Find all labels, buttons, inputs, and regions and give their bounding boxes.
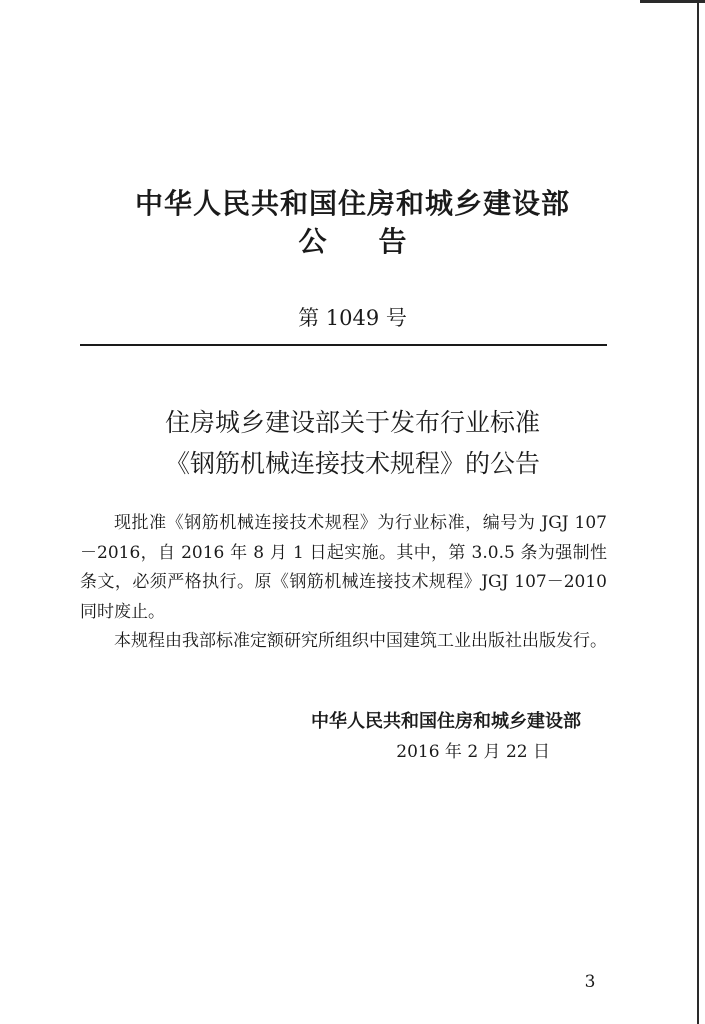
signature-date: 2016 年 2 月 22 日 <box>396 742 550 762</box>
body-paragraph-1: 现批准《钢筋机械连接技术规程》为行业标准，编号为 JGJ 107－2016，自 2016 年 8 月 1 日起实施。其中，第 3.0.5 条为强制性条文，必须严格执行。原《钢筋机械连接技术规程》JGJ 107－2010 同时废止。 <box>80 513 607 622</box>
divider-rule <box>80 344 607 346</box>
announcement-title-line-2: 《钢筋机械连接技术规程》的公告 <box>164 449 540 478</box>
notice-heading <box>0 224 705 260</box>
announcement-title-line-1: 住房城乡建设部关于发布行业标准 <box>164 408 540 437</box>
announcement-body <box>80 509 607 657</box>
body-paragraph-2: 本规程由我部标准定额研究所组织中国建筑工业出版社出版发行。 <box>114 631 607 651</box>
notice-heading-char-1: 公 <box>298 225 327 258</box>
page-number: 3 <box>584 972 596 992</box>
page-edge-right <box>697 0 699 1024</box>
issue-number: 第 1049 号 <box>298 306 407 330</box>
page-edge-top <box>640 0 705 3</box>
issuer-heading: 中华人民共和国住房和城乡建设部 <box>134 187 570 220</box>
signature-organization: 中华人民共和国住房和城乡建设部 <box>311 711 581 732</box>
notice-heading-char-2: 告 <box>378 225 407 258</box>
